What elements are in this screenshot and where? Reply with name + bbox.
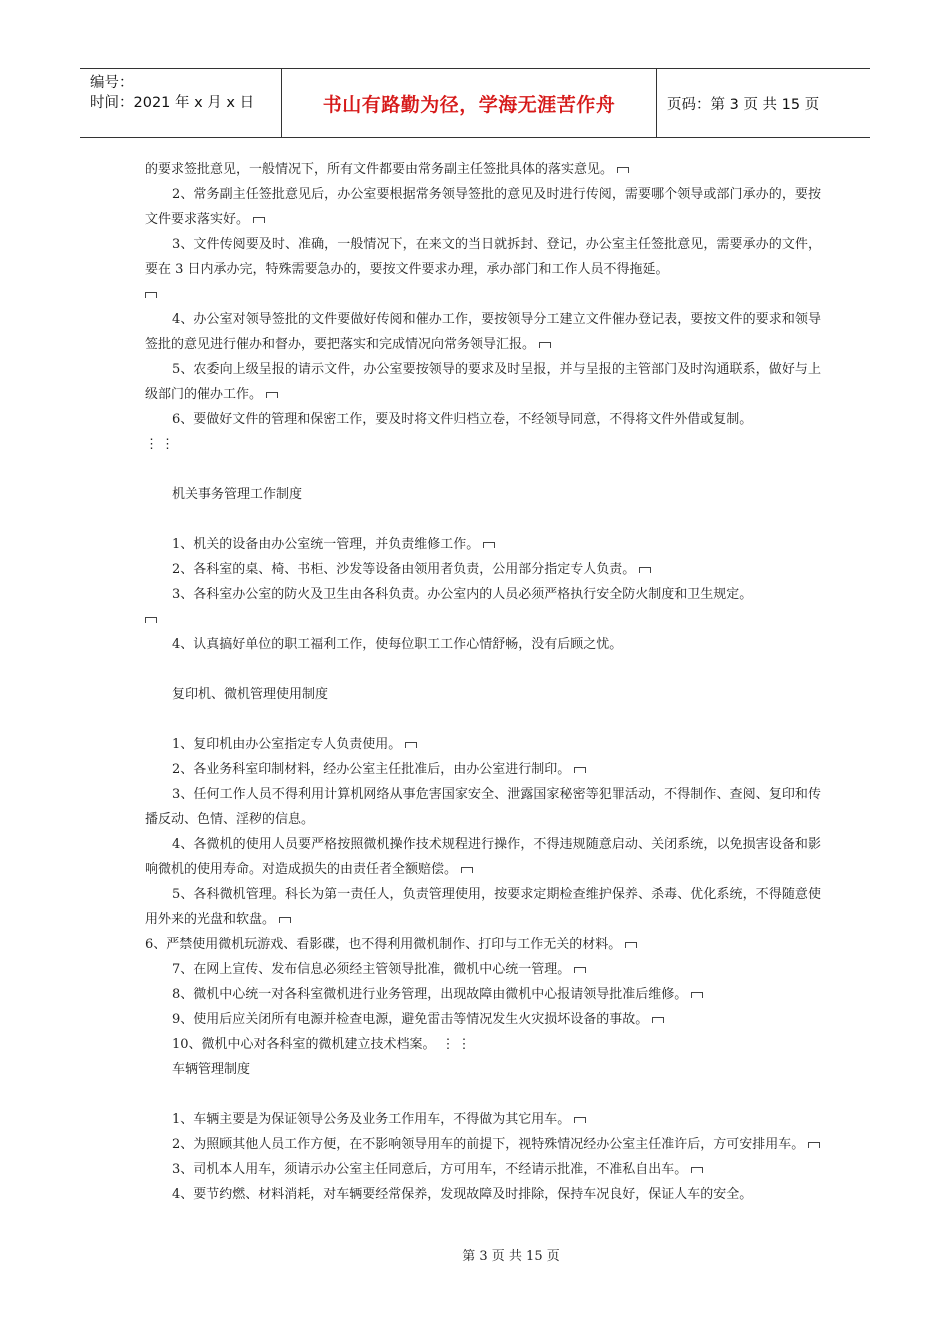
paragraph-mark-icon xyxy=(279,917,291,923)
page-footer: 第 3 页 共 15 页 xyxy=(462,1249,560,1264)
paragraph-mark-icon xyxy=(461,867,473,873)
paragraph-mark-icon xyxy=(574,767,586,773)
list-item: 2、各业务科室印制材料，经办公室主任批准后，由办公室进行制印。 xyxy=(145,757,821,782)
paragraph-mark-icon xyxy=(691,1167,703,1173)
list-item: 2、各科室的桌、椅、书柜、沙发等设备由领用者负责，公用部分指定专人负责。 xyxy=(145,557,821,582)
paragraph-mark-icon xyxy=(574,1117,586,1123)
paragraph-mark-icon xyxy=(617,167,629,173)
list-item: 10、微机中心对各科室的微机建立技术档案。 ⋮⋮ xyxy=(172,1037,474,1052)
list-item: 8、微机中心统一对各科室微机进行业务管理，出现故障由微机中心报请领导批准后维修。 xyxy=(145,982,821,1007)
ellipsis-mark: ⋮⋮ xyxy=(145,437,177,452)
document-number-label: 编号： xyxy=(90,75,134,91)
paragraph: 4、办公室对领导签批的文件要做好传阅和催办工作，要按领导分工建立文件催办登记表，要按文件的要求和领导签批的意见进行催办和督办，要把落实和完成情况向常务领导汇报。 xyxy=(145,312,821,352)
header-meta xyxy=(80,69,282,137)
paragraph-mark-icon xyxy=(266,392,278,398)
list-item: 1、车辆主要是为保证领导公务及业务工作用车，不得做为其它用车。 xyxy=(145,1107,821,1132)
document-date-label: 时间：2021 年 x 月 x 日 xyxy=(90,95,255,111)
section-title: 机关事务管理工作制度 xyxy=(172,487,303,502)
list-item: 2、为照顾其他人员工作方便，在不影响领导用车的前提下，视特殊情况经办公室主任准许后，方可安排用车。 xyxy=(145,1132,821,1157)
ellipsis-mark: ⋮⋮ xyxy=(441,1037,474,1052)
paragraph-mark-icon xyxy=(253,217,265,223)
list-item: 6、严禁使用微机玩游戏、看影碟，也不得利用微机制作、打印与工作无关的材料。 xyxy=(145,932,821,957)
list-item: 1、机关的设备由办公室统一管理，并负责维修工作。 xyxy=(145,532,821,557)
paragraph: 的要求签批意见，一般情况下，所有文件都要由常务副主任签批具体的落实意见。 xyxy=(145,157,821,182)
header-motto: 书山有路勤为径，学海无涯苦作舟 xyxy=(282,69,657,137)
paragraph-mark-icon xyxy=(483,542,495,548)
document-body xyxy=(145,157,821,1207)
paragraph-mark-icon xyxy=(574,967,586,973)
list-item: 5、各科微机管理。科长为第一责任人，负责管理使用，按要求定期检查维护保养、杀毒、优化系统，不得随意使用外来的光盘和软盘。 xyxy=(145,887,821,927)
paragraph: 6、要做好文件的管理和保密工作，要及时将文件归档立卷，不经领导同意，不得将文件外借或复制。 xyxy=(172,412,753,427)
list-item: 4、各微机的使用人员要严格按照微机操作技术规程进行操作，不得违规随意启动、关闭系统，以免损害设备和影响微机的使用寿命。对造成损失的由责任者全额赔偿。 xyxy=(145,837,821,877)
paragraph-mark-icon xyxy=(405,742,417,748)
paragraph-mark-icon xyxy=(652,1017,664,1023)
section-title: 车辆管理制度 xyxy=(172,1062,251,1077)
paragraph-mark-icon xyxy=(145,292,157,298)
paragraph-mark-icon xyxy=(639,567,651,573)
list-item: 3、各科室办公室的防火及卫生由各科负责。办公室内的人员必须严格执行安全防火制度和卫生规定。 xyxy=(145,582,821,632)
paragraph-mark-icon xyxy=(691,992,703,998)
section-title: 复印机、微机管理使用制度 xyxy=(172,687,329,702)
paragraph: 3、文件传阅要及时、准确，一般情况下，在来文的当日就拆封、登记，办公室主任签批意见，需要承办的文件，要在 3 日内承办完，特殊需要急办的，要按文件要求办理，承办部门和工作人员不得拖延。 xyxy=(145,232,821,307)
list-item: 3、任何工作人员不得利用计算机网络从事危害国家安全、泄露国家秘密等犯罪活动，不得制作、查阅、复印和传播反动、色情、淫秽的信息。 xyxy=(145,787,821,827)
paragraph: 2、常务副主任签批意见后，办公室要根据常务领导签批的意见及时进行传阅，需要哪个领导或部门承办的，要按文件要求落实好。 xyxy=(145,187,821,227)
page-header xyxy=(80,68,870,138)
list-item: 4、要节约燃、材料消耗，对车辆要经常保养，发现故障及时排除，保持车况良好，保证人车的安全。 xyxy=(172,1187,753,1202)
list-item: 1、复印机由办公室指定专人负责使用。 xyxy=(145,732,821,757)
paragraph-mark-icon xyxy=(539,342,551,348)
paragraph-mark-icon xyxy=(808,1142,820,1148)
paragraph: 5、农委向上级呈报的请示文件，办公室要按领导的要求及时呈报，并与呈报的主管部门及时沟通联系，做好与上级部门的催办工作。 xyxy=(145,362,821,402)
list-item: 9、使用后应关闭所有电源并检查电源，避免雷击等情况发生火灾损坏设备的事故。 xyxy=(145,1007,821,1032)
header-page-number: 页码：第 3 页 共 15 页 xyxy=(667,96,820,113)
list-item: 4、认真搞好单位的职工福利工作，使每位职工工作心情舒畅，没有后顾之忧。 xyxy=(172,637,623,652)
list-item: 7、在网上宣传、发布信息必须经主管领导批准，微机中心统一管理。 xyxy=(145,957,821,982)
paragraph-mark-icon xyxy=(625,942,637,948)
list-item: 3、司机本人用车，须请示办公室主任同意后，方可用车，不经请示批准，不准私自出车。 xyxy=(145,1157,821,1182)
paragraph-mark-icon xyxy=(145,617,157,623)
